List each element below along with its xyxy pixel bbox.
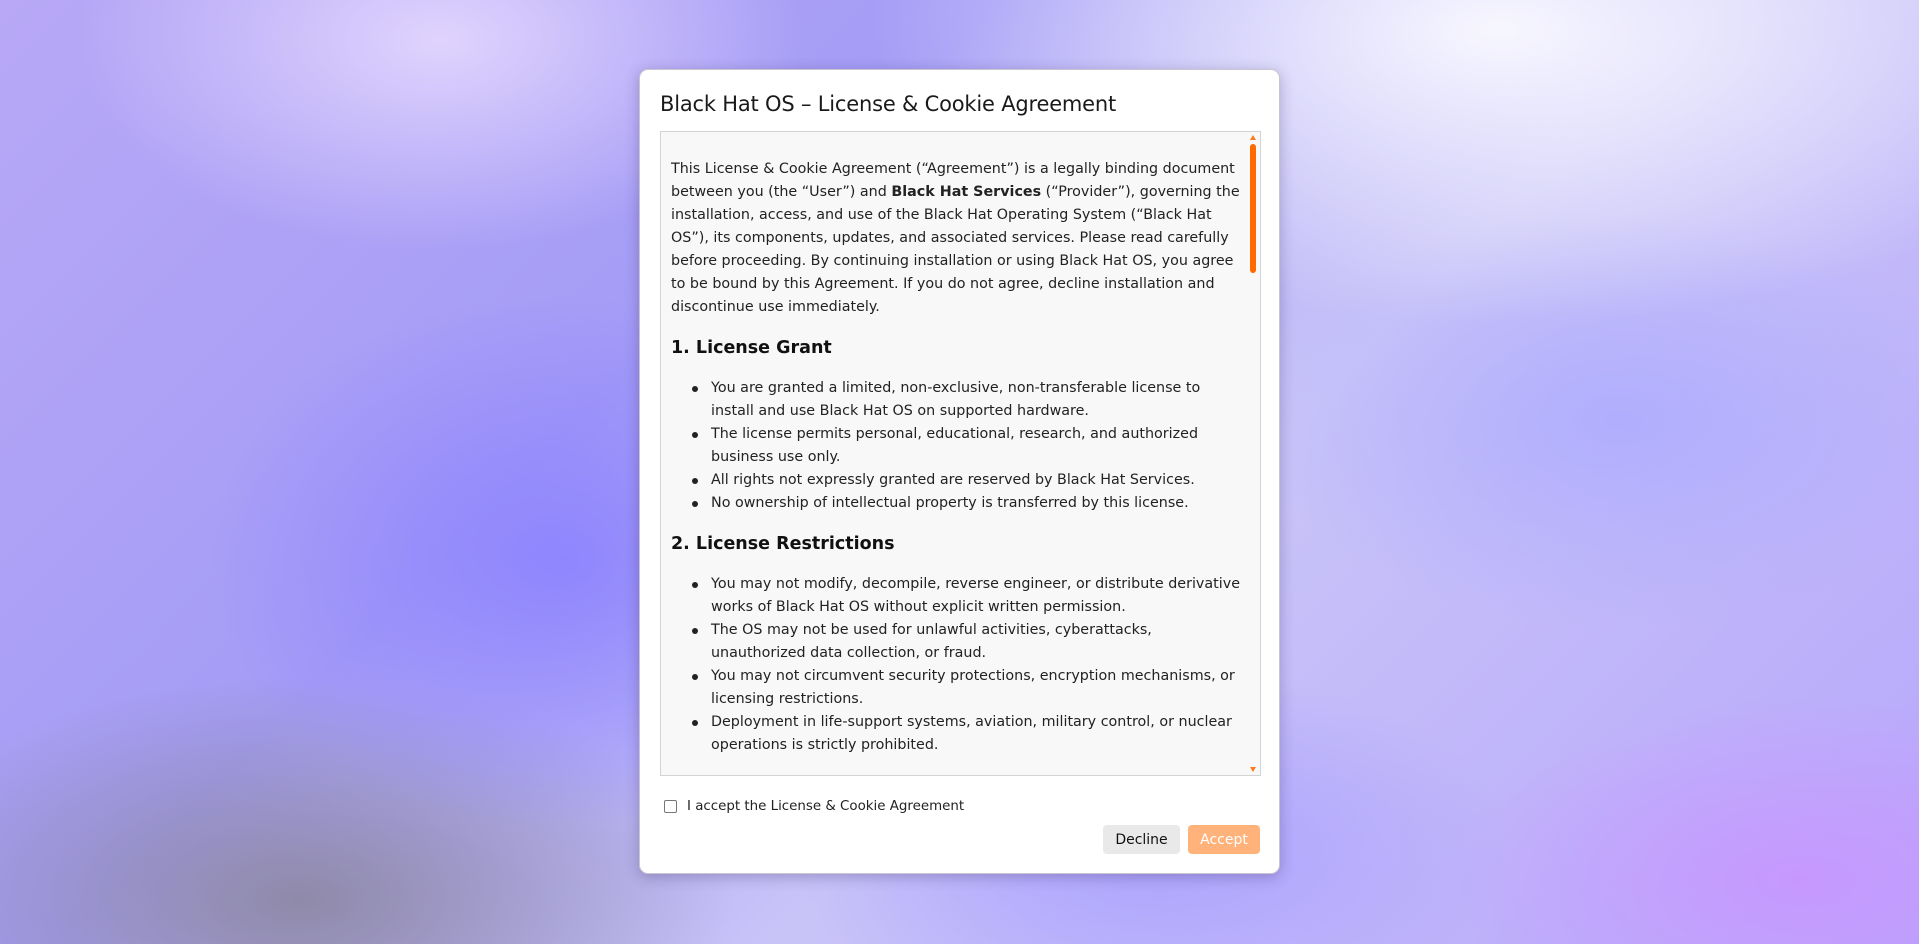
intro-lead: This License & Cookie Agreement (“Agreement”) is a legally binding document between you (the “User”) and [671, 161, 1235, 200]
decline-button[interactable]: Decline [1103, 825, 1180, 854]
list-item: The OS may not be used for unlawful activities, cyberattacks, unauthorized data collection, or fraud. [711, 619, 1241, 665]
section-heading-license-grant: 1. License Grant [671, 338, 832, 358]
section-heading-license-restrictions: 2. License Restrictions [671, 534, 895, 554]
list-item: The license permits personal, educational, research, and authorized business use only. [711, 423, 1241, 469]
scroll-up-arrow-icon[interactable] [1250, 135, 1256, 140]
accept-agreement-row[interactable] [664, 797, 964, 815]
list-item: You may not circumvent security protections, encryption mechanisms, or licensing restrictions. [711, 665, 1241, 711]
list-item: You are granted a limited, non-exclusive, non-transferable license to install and use Black Hat OS on supported hardware. [711, 377, 1241, 423]
list-item: You may not modify, decompile, reverse engineer, or distribute derivative works of Black Hat OS without explicit written permission. [711, 573, 1241, 619]
license-dialog [639, 69, 1280, 874]
license-text-scroll-area[interactable] [660, 131, 1261, 776]
accept-agreement-checkbox[interactable] [664, 800, 677, 813]
vertical-scrollbar[interactable] [1247, 132, 1260, 775]
list-item: All rights not expressly granted are reserved by Black Hat Services. [711, 469, 1241, 492]
list-item: No ownership of intellectual property is transferred by this license. [711, 492, 1241, 515]
accept-button[interactable]: Accept [1188, 825, 1260, 854]
intro-paragraph [671, 158, 1241, 319]
scrollbar-thumb[interactable] [1250, 144, 1256, 273]
license-restrictions-list [671, 573, 1241, 757]
license-content [671, 158, 1241, 757]
intro-rest: (“Provider”), governing the installation, access, and use of the Black Hat Operating System (“Black Hat OS”), its components, updates, and associated services. Please read carefully before proceeding. By continuing installation or using Black Hat OS, you agree to be bound by this Agreement. If you do not agree, decline installation and discontinue use immediately. [671, 184, 1240, 315]
accept-agreement-label[interactable]: I accept the License & Cookie Agreement [687, 798, 965, 814]
scroll-down-arrow-icon[interactable] [1250, 767, 1256, 772]
license-grant-list [671, 377, 1241, 515]
provider-name: Black Hat Services [891, 184, 1042, 200]
dialog-title: Black Hat OS – License & Cookie Agreement [660, 92, 1117, 116]
list-item: Deployment in life-support systems, aviation, military control, or nuclear operations is strictly prohibited. [711, 711, 1241, 757]
